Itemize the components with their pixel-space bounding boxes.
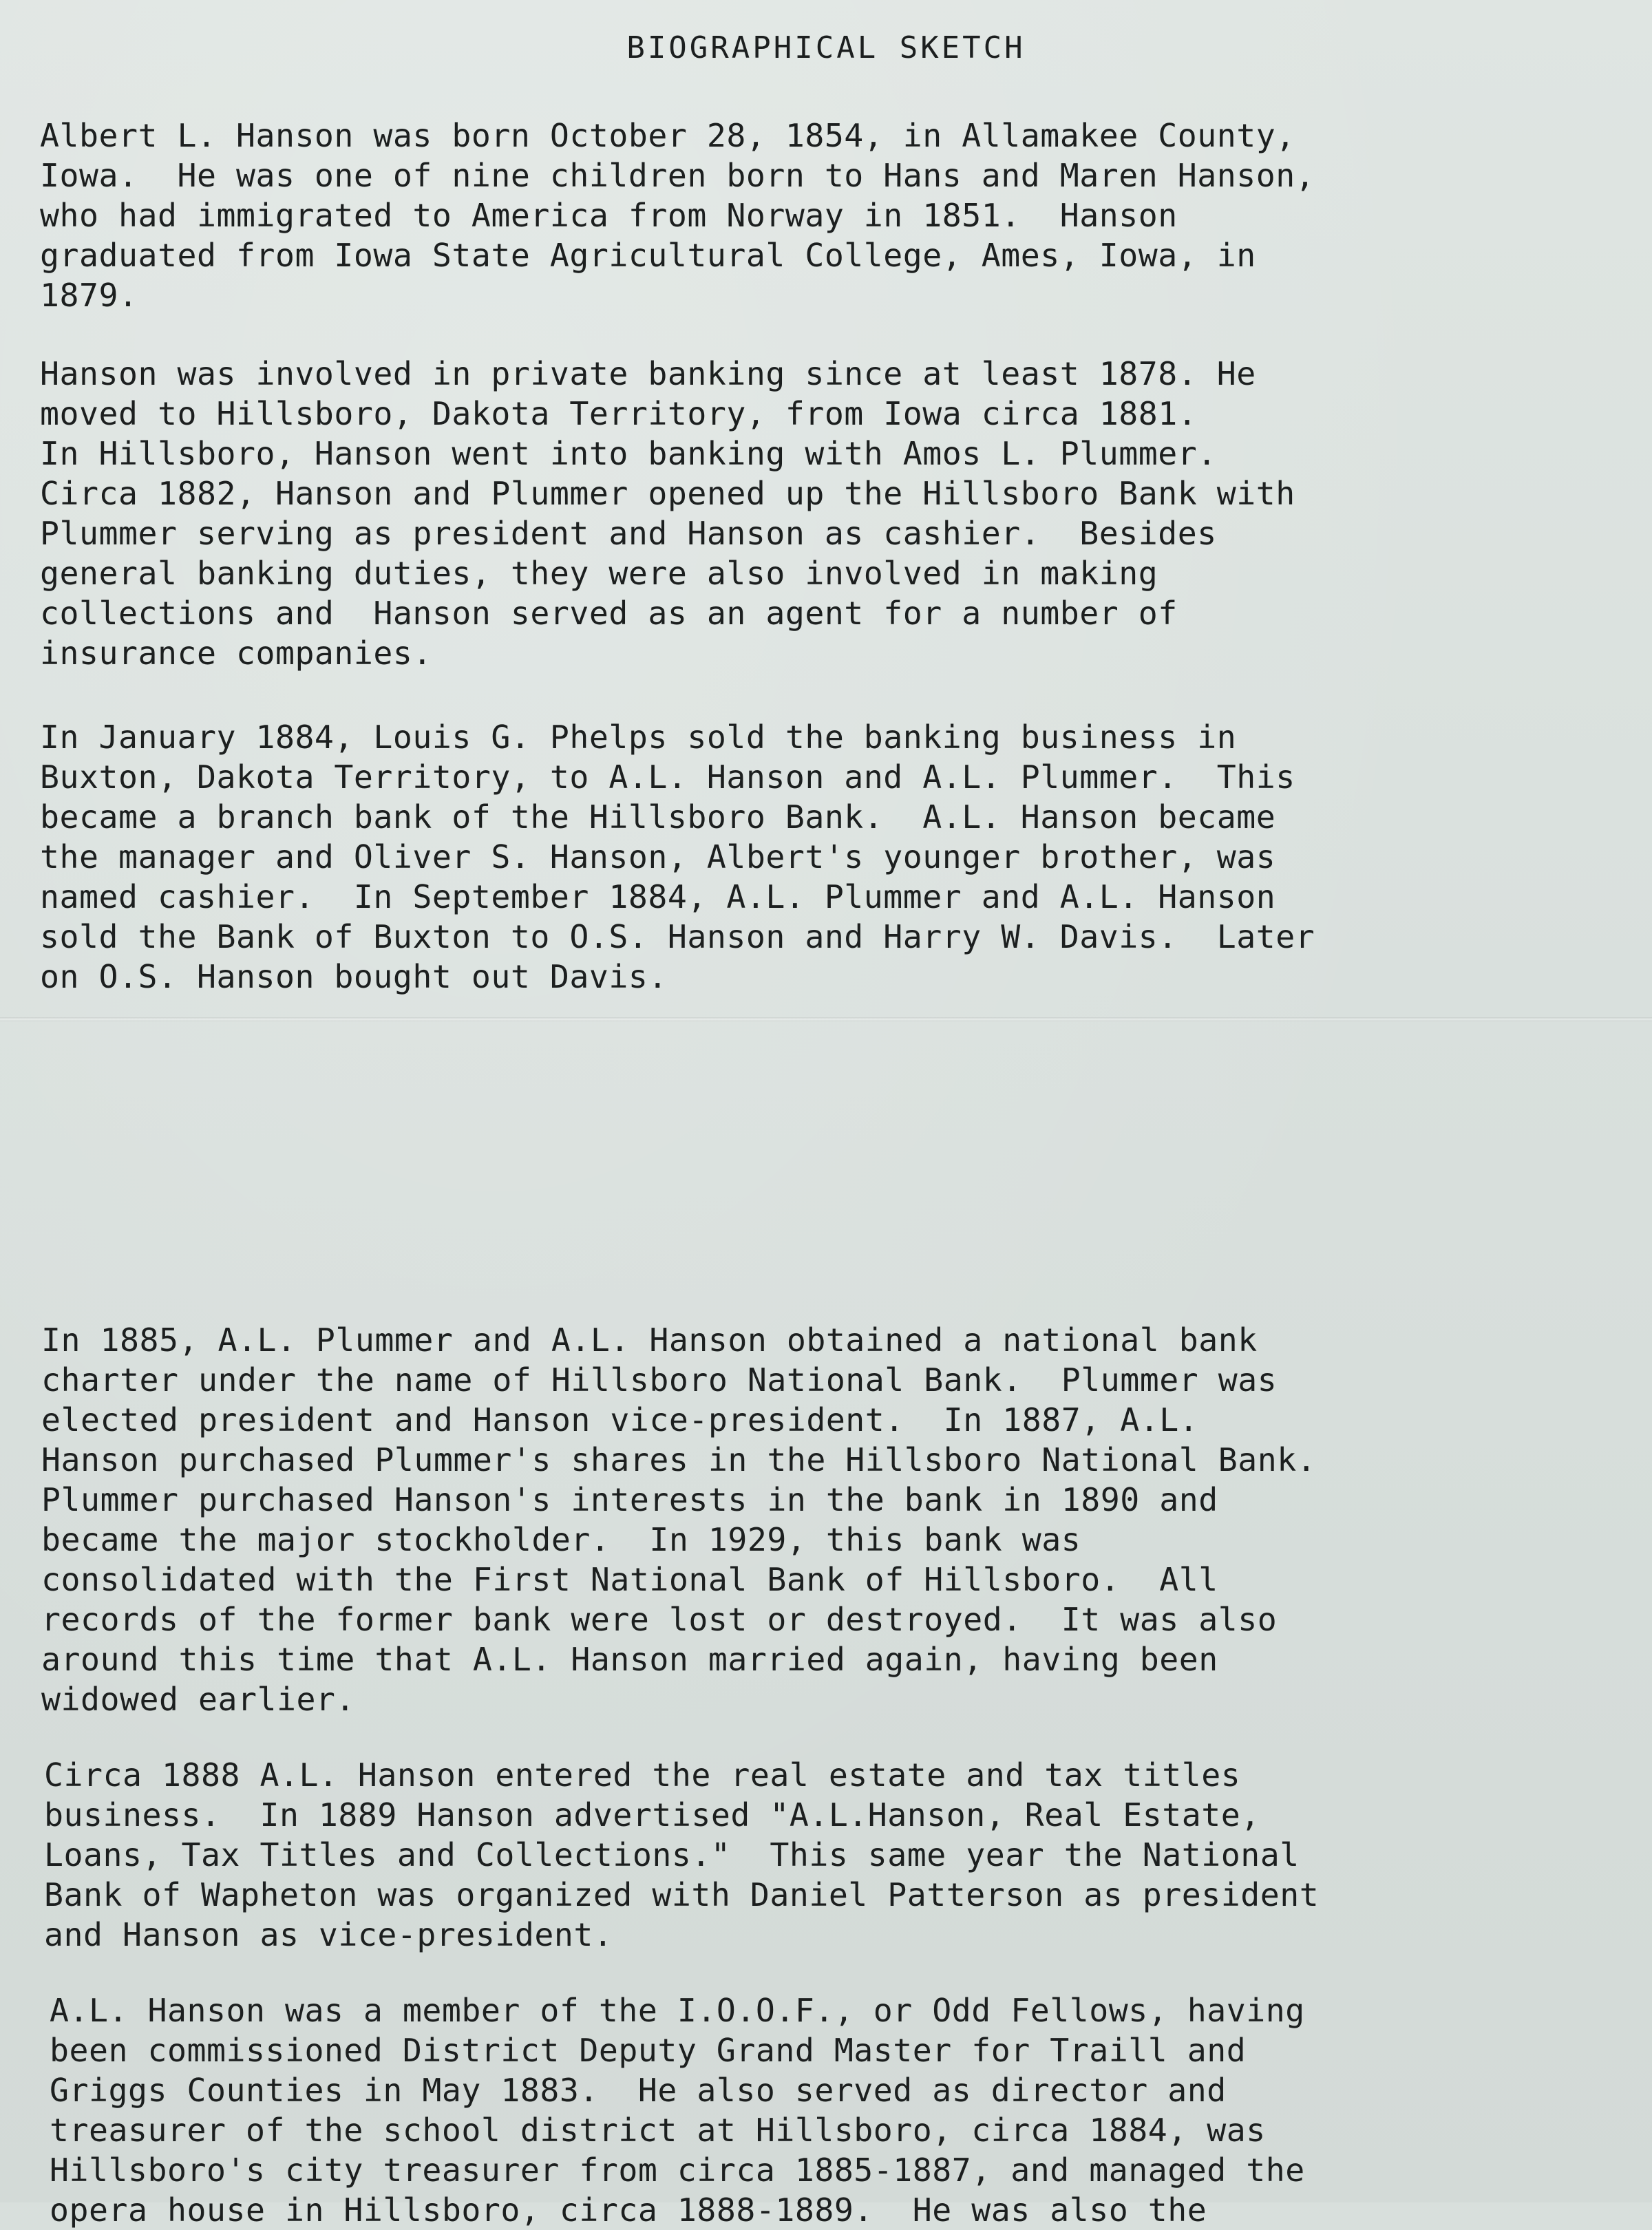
text-line: elected president and Hanson vice-president. In 1887, A.L.	[41, 1401, 1199, 1438]
text-line: A.L. Hanson was a member of the I.O.O.F., or Odd Fellows, having	[50, 1992, 1305, 2029]
text-line: Griggs Counties in May 1883. He also served as director and	[50, 2072, 1227, 2109]
text-line: named cashier. In September 1884, A.L. Plummer and A.L. Hanson	[40, 878, 1276, 915]
text-line: Buxton, Dakota Territory, to A.L. Hanson and A.L. Plummer. This	[40, 758, 1295, 796]
text-line: Circa 1882, Hanson and Plummer opened up the Hillsboro Bank with	[40, 475, 1295, 512]
text-line: widowed earlier.	[41, 1681, 355, 1718]
text-line: business. In 1889 Hanson advertised "A.L.Hanson, Real Estate,	[44, 1796, 1260, 1834]
paragraph-buxton-bank	[40, 717, 1623, 997]
paragraph-national-bank	[41, 1320, 1624, 1719]
paragraph-real-estate	[44, 1755, 1627, 1955]
text-line: In Hillsboro, Hanson went into banking with Amos L. Plummer.	[40, 435, 1217, 472]
text-line: In 1885, A.L. Plummer and A.L. Hanson obtained a national bank	[41, 1321, 1258, 1359]
text-line: records of the former bank were lost or destroyed. It was also	[41, 1601, 1278, 1638]
text-line: on O.S. Hanson bought out Davis.	[40, 958, 668, 995]
text-line: opera house in Hillsboro, circa 1888-1889. He was also the	[50, 2191, 1207, 2229]
text-line: Plummer purchased Hanson's interests in the bank in 1890 and	[41, 1481, 1218, 1518]
text-line: 1879.	[40, 277, 138, 314]
text-line: been commissioned District Deputy Grand Master for Traill and	[50, 2032, 1247, 2069]
text-line: charter under the name of Hillsboro National Bank. Plummer was	[41, 1361, 1278, 1399]
text-line: consolidated with the First National Bank of Hillsboro. All	[41, 1561, 1218, 1598]
text-line: Hanson purchased Plummer's shares in the Hillsboro National Bank.	[41, 1441, 1317, 1478]
text-line: insurance companies.	[40, 635, 432, 672]
paragraph-private-banking	[40, 354, 1623, 673]
paper-fold-crease	[0, 1017, 1652, 1021]
text-line: Plummer serving as president and Hanson as cashier. Besides	[40, 515, 1217, 552]
text-line: general banking duties, they were also involved in making	[40, 555, 1158, 592]
text-line: treasurer of the school district at Hillsboro, circa 1884, was	[50, 2112, 1266, 2149]
text-line: Loans, Tax Titles and Collections." This same year the National	[44, 1836, 1300, 1873]
document-title: BIOGRAPHICAL SKETCH	[626, 30, 1026, 65]
text-line: around this time that A.L. Hanson married again, having been	[41, 1641, 1218, 1678]
text-line: Iowa. He was one of nine children born to Hans and Maren Hanson,	[40, 157, 1315, 194]
text-line: Bank of Wapheton was organized with Daniel Patterson as president	[44, 1876, 1320, 1913]
text-line: the manager and Oliver S. Hanson, Albert's younger brother, was	[40, 838, 1276, 875]
text-line: Circa 1888 A.L. Hanson entered the real estate and tax titles	[44, 1756, 1241, 1794]
paragraph-birth	[40, 116, 1623, 315]
text-line: collections and Hanson served as an agent for a number of	[40, 595, 1178, 632]
text-line: became the major stockholder. In 1929, this bank was	[41, 1521, 1081, 1558]
text-line: graduated from Iowa State Agricultural College, Ames, Iowa, in	[40, 237, 1256, 274]
text-line: Hanson was involved in private banking since at least 1878. He	[40, 355, 1256, 392]
text-line: In January 1884, Louis G. Phelps sold the banking business in	[40, 719, 1237, 756]
text-line: and Hanson as vice-president.	[44, 1916, 613, 1953]
text-line: sold the Bank of Buxton to O.S. Hanson and Harry W. Davis. Later	[40, 918, 1315, 955]
text-line: became a branch bank of the Hillsboro Bank. A.L. Hanson became	[40, 798, 1276, 836]
text-line: moved to Hillsboro, Dakota Territory, from Iowa circa 1881.	[40, 395, 1198, 432]
text-line: Hillsboro's city treasurer from circa 1885-1887, and managed the	[50, 2152, 1305, 2189]
paragraph-odd-fellows	[50, 1990, 1633, 2230]
text-line: Albert L. Hanson was born October 28, 1854, in Allamakee County,	[40, 117, 1295, 154]
text-line: who had immigrated to America from Norway in 1851. Hanson	[40, 197, 1178, 234]
